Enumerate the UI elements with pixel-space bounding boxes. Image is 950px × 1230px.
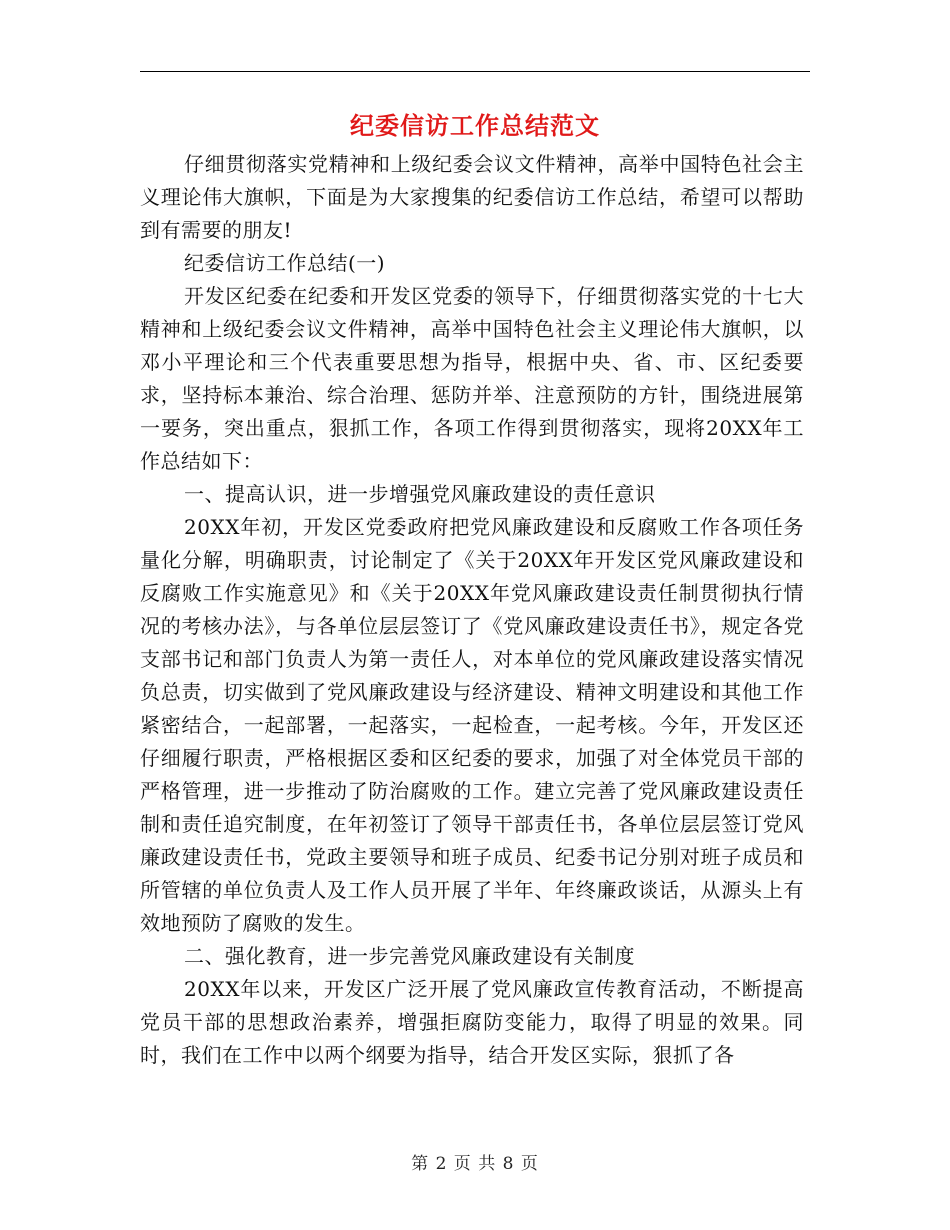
body-paragraph: 20XX年初，开发区党委政府把党风廉政建设和反腐败工作各项任务量化分解，明确职责，讨论制定了《关于20XX年开发区党风廉政建设和反腐败工作实施意见》和《关于20XX年党风廉政建设责任制贯彻执行情况的考核办法》，与各单位层层签订了《党风廉政建设责任书》，规定各党支部书记和部门负责人为第一责任人，对本单位的党风廉政建设落实情况负总责，切实做到了党风廉政建设与经济建设、精神文明建设和其他工作紧密结合，一起部署，一起落实，一起检查，一起考核。今年，开发区还仔细履行职责，严格根据区委和区纪委的要求，加强了对全体党员干部的严格管理，进一步推动了防治腐败的工作。建立完善了党风廉政建设责任制和责任追究制度，在年初签订了领导干部责任书，各单位层层签订党风廉政建设责任书，党政主要领导和班子成员、纪委书记分别对班子成员和所管辖的单位负责人及工作人员开展了半年、年终廉政谈话，从源头上有效地预防了腐败的发生。 bbox=[140, 515, 804, 935]
section-heading-one: 一、提高认识，进一步增强党风廉政建设的责任意识 bbox=[184, 482, 656, 506]
section-heading-two: 二、强化教育，进一步完善党风廉政建设有关制度 bbox=[184, 944, 635, 968]
header-rule bbox=[140, 71, 810, 72]
document-body bbox=[140, 148, 804, 1072]
body-paragraph: 20XX年以来，开发区广泛开展了党风廉政宣传教育活动，不断提高党员干部的思想政治素养，增强拒腐防变能力，取得了明显的效果。同时，我们在工作中以两个纲要为指导，结合开发区实际，狠抓了各 bbox=[140, 977, 804, 1067]
intro-paragraph: 仔细贯彻落实党精神和上级纪委会议文件精神，高举中国特色社会主义理论伟大旗帜，下面是为大家搜集的纪委信访工作总结，希望可以帮助到有需要的朋友! bbox=[140, 152, 804, 242]
page-number-footer: 第 2 页 共 8 页 bbox=[411, 1154, 539, 1174]
document-title: 纪委信访工作总结范文 bbox=[350, 112, 600, 140]
body-paragraph: 开发区纪委在纪委和开发区党委的领导下，仔细贯彻落实党的十七大精神和上级纪委会议文件精神，高举中国特色社会主义理论伟大旗帜，以邓小平理论和三个代表重要思想为指导，根据中央、省、市、区纪委要求，坚持标本兼治、综合治理、惩防并举、注意预防的方针，围绕进展第一要务，突出重点，狠抓工作，各项工作得到贯彻落实，现将20XX年工作总结如下： bbox=[140, 284, 804, 473]
section-heading-summary-one: 纪委信访工作总结(一) bbox=[184, 251, 386, 275]
